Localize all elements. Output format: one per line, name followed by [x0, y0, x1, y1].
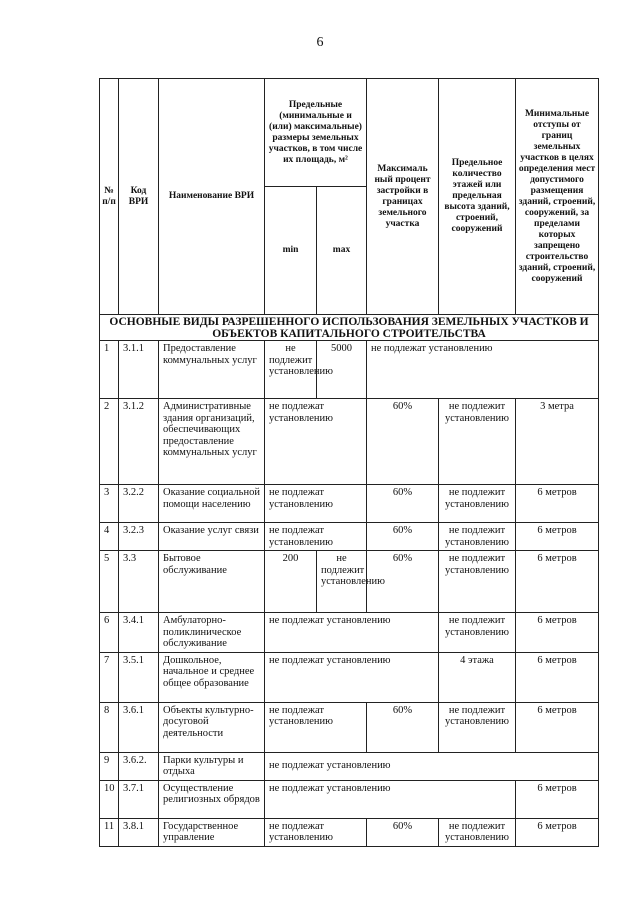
row-name: Предоставление коммунальных услуг	[159, 341, 265, 399]
row-name: Бытовое обслуживание	[159, 551, 265, 613]
row-name: Оказание социальной помощи населению	[159, 485, 265, 523]
row-num: 1	[100, 341, 119, 399]
table-row	[100, 702, 599, 752]
row-floors: не подлежит установлению	[439, 702, 516, 752]
header-percent: Максималь ный процент застройки в границах земельного участка	[367, 79, 439, 315]
table-row	[100, 341, 599, 399]
row-size: не подлежат установлению	[265, 702, 367, 752]
row-num: 9	[100, 752, 119, 780]
row-size: не подлежат установлению	[265, 818, 367, 846]
row-min: 200	[265, 551, 317, 613]
row-name: Государственное управление	[159, 818, 265, 846]
row-code: 3.6.2.	[119, 752, 159, 780]
header-code: Код ВРИ	[119, 79, 159, 315]
row-code: 3.4.1	[119, 613, 159, 653]
row-floors: не подлежит установлению	[439, 523, 516, 551]
row-num: 10	[100, 780, 119, 818]
row-indent: 6 метров	[516, 551, 599, 613]
row-code: 3.2.2	[119, 485, 159, 523]
row-size: не подлежат установлению	[265, 523, 367, 551]
table-row	[100, 399, 599, 485]
row-floors: не подлежит установлению	[439, 551, 516, 613]
row-merged: не подлежат установлению	[265, 613, 439, 653]
row-name: Осуществление религиозных обрядов	[159, 780, 265, 818]
row-merged: не подлежат установлению	[367, 341, 599, 399]
row-percent: 60%	[367, 523, 439, 551]
row-num: 6	[100, 613, 119, 653]
row-code: 3.5.1	[119, 652, 159, 702]
row-floors: не подлежит установлению	[439, 818, 516, 846]
row-num: 5	[100, 551, 119, 613]
row-max: 5000	[317, 341, 367, 399]
row-min: не подлежит установлению	[265, 341, 317, 399]
row-indent: 6 метров	[516, 652, 599, 702]
row-size: не подлежат установлению	[265, 485, 367, 523]
row-num: 7	[100, 652, 119, 702]
table-row	[100, 523, 599, 551]
row-percent: 60%	[367, 702, 439, 752]
row-merged: не подлежат установлению	[265, 652, 439, 702]
row-percent: 60%	[367, 399, 439, 485]
row-num: 3	[100, 485, 119, 523]
row-name: Дошкольное, начальное и среднее общее образование	[159, 652, 265, 702]
section-title: ОСНОВНЫЕ ВИДЫ РАЗРЕШЕННОГО ИСПОЛЬЗОВАНИЯ ЗЕМЕЛЬНЫХ УЧАСТКОВ И ОБЪЕКТОВ КАПИТАЛЬНОГО СТРОИТЕЛЬСТВА	[100, 315, 599, 341]
row-num: 2	[100, 399, 119, 485]
header-floors: Предельное количество этажей или предельная высота зданий, строений, сооружений	[439, 79, 516, 315]
row-max: не подлежит установлению	[317, 551, 367, 613]
row-num: 4	[100, 523, 119, 551]
row-name: Объекты культурно-досуговой деятельности	[159, 702, 265, 752]
table-row	[100, 613, 599, 653]
row-num: 11	[100, 818, 119, 846]
row-indent: 6 метров	[516, 485, 599, 523]
page-number: 6	[316, 35, 324, 50]
row-indent: 6 метров	[516, 613, 599, 653]
table-row	[100, 780, 599, 818]
table-row	[100, 752, 599, 780]
row-code: 3.2.3	[119, 523, 159, 551]
row-floors: не подлежит установлению	[439, 613, 516, 653]
row-indent: 6 метров	[516, 523, 599, 551]
row-code: 3.1.1	[119, 341, 159, 399]
row-merged: не подлежат установлению	[265, 780, 516, 818]
row-indent: 6 метров	[516, 818, 599, 846]
row-indent: 6 метров	[516, 702, 599, 752]
table-row	[100, 551, 599, 613]
row-code: 3.3	[119, 551, 159, 613]
header-name: Наименование ВРИ	[159, 79, 265, 315]
row-name: Амбулаторно-поликлиническое обслуживание	[159, 613, 265, 653]
zoning-table	[99, 78, 599, 847]
header-max: max	[317, 187, 367, 315]
row-code: 3.8.1	[119, 818, 159, 846]
table-row	[100, 485, 599, 523]
row-floors: не подлежит установлению	[439, 485, 516, 523]
row-num: 8	[100, 702, 119, 752]
header-size: Предельные (минимальные и (или) максимальные) размеры земельных участков, в том числе их площадь, м²	[265, 79, 367, 187]
header-min: min	[265, 187, 317, 315]
row-percent: 60%	[367, 485, 439, 523]
row-indent: 6 метров	[516, 780, 599, 818]
row-percent: 60%	[367, 818, 439, 846]
header-indent: Минимальные отступы от границ земельных участков в целях определения мест допустимого размещения зданий, строений, сооружений, за пределами которых запрещено строительство зданий, строений, сооружений	[516, 79, 599, 315]
row-indent: 3 метра	[516, 399, 599, 485]
table-row	[100, 818, 599, 846]
row-merged: не подлежат установлению	[265, 752, 599, 780]
row-floors: 4 этажа	[439, 652, 516, 702]
header-num: № п/п	[100, 79, 119, 315]
row-code: 3.6.1	[119, 702, 159, 752]
row-name: Оказание услуг связи	[159, 523, 265, 551]
row-floors: не подлежит установлению	[439, 399, 516, 485]
row-name: Парки культуры и отдыха	[159, 752, 265, 780]
row-percent: 60%	[367, 551, 439, 613]
row-size: не подлежат установлению	[265, 399, 367, 485]
row-code: 3.7.1	[119, 780, 159, 818]
row-code: 3.1.2	[119, 399, 159, 485]
table-row	[100, 652, 599, 702]
row-name: Административные здания организаций, обеспечивающих предоставление коммунальных услуг	[159, 399, 265, 485]
